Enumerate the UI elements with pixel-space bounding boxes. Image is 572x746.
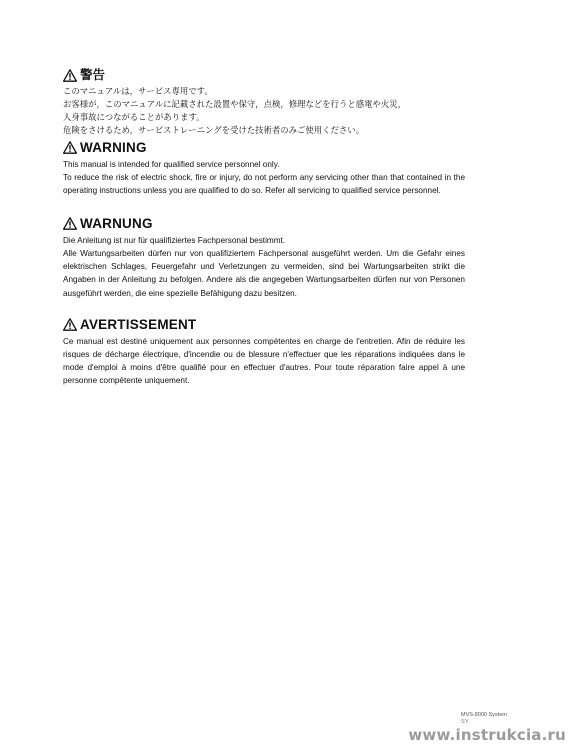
section-heading <box>63 217 465 231</box>
warning-section-english <box>63 141 465 197</box>
page-footer <box>461 712 507 726</box>
body-line: 危険をさけるため，サービストレーニングを受けた技術者のみご使用ください。 <box>63 125 364 135</box>
body-paragraph: Ce manual est destiné uniquement aux personnes compétentes en charge de l'entretien. Afin de réduire les risques de décharge électrique, d'incendie ou de blessure n'effectuer que les réparations indiquées dans le mode d'emploi à moins d'être qualifié pour en effectuer d'autres. Pour toute réparation faire appel à une personne compétente uniquement. <box>63 336 465 386</box>
body-line: お客様が，このマニュアルに記載された設置や保守，点検，修理などを行うと感電や火災， <box>63 99 407 109</box>
warning-triangle-icon <box>63 318 77 331</box>
body-paragraph: Die Anleitung ist nur für qualifiziertes Fachpersonal bestimmt. <box>63 235 286 245</box>
body-line: 人身事故につながることがあります。 <box>63 112 205 122</box>
body-paragraph: To reduce the risk of electric shock, fire or injury, do not perform any servicing other than that contained in the operating instructions unless you are qualified to do so. Refer all servicing to qualified service personnel. <box>63 172 465 196</box>
section-title: 警告 <box>80 68 106 83</box>
warning-triangle-icon <box>63 69 77 82</box>
section-body <box>63 335 465 388</box>
footer-model: MVS-8000 System <box>461 712 507 718</box>
section-body <box>63 85 465 137</box>
section-title: WARNUNG <box>80 216 153 231</box>
warning-triangle-icon <box>63 141 77 154</box>
body-paragraph: Alle Wartungsarbeiten dürfen nur von qualifiziertem Fachpersonal ausgeführt werden. Um die Gefahr eines elektrischen Schlages, Feuergefahr und Verletzungen zu vermeiden, sind bei Wartungsarbeiten strikt die Angaben in der Anleitung zu befolgen. Andere als die angegeben Wartungsarbeiten dürfen nur von Personen ausgeführt werden, die eine spezielle Befähigung dazu besitzen. <box>63 248 465 298</box>
section-heading <box>63 69 465 82</box>
section-body <box>63 158 465 198</box>
warning-section-german <box>63 217 465 300</box>
section-heading <box>63 141 465 155</box>
body-paragraph: This manual is intended for qualified service personnel only. <box>63 159 280 169</box>
warning-section-japanese <box>63 69 465 137</box>
section-title: AVERTISSEMENT <box>80 317 197 332</box>
section-title: WARNING <box>80 140 147 155</box>
watermark: www.instrukcia.ru <box>408 726 566 744</box>
footer-sub: SY <box>461 719 469 725</box>
warning-section-french <box>63 318 465 388</box>
section-body <box>63 234 465 300</box>
warning-triangle-icon <box>63 217 77 230</box>
section-heading <box>63 318 465 332</box>
body-line: このマニュアルは，サービス専用です。 <box>63 86 213 96</box>
